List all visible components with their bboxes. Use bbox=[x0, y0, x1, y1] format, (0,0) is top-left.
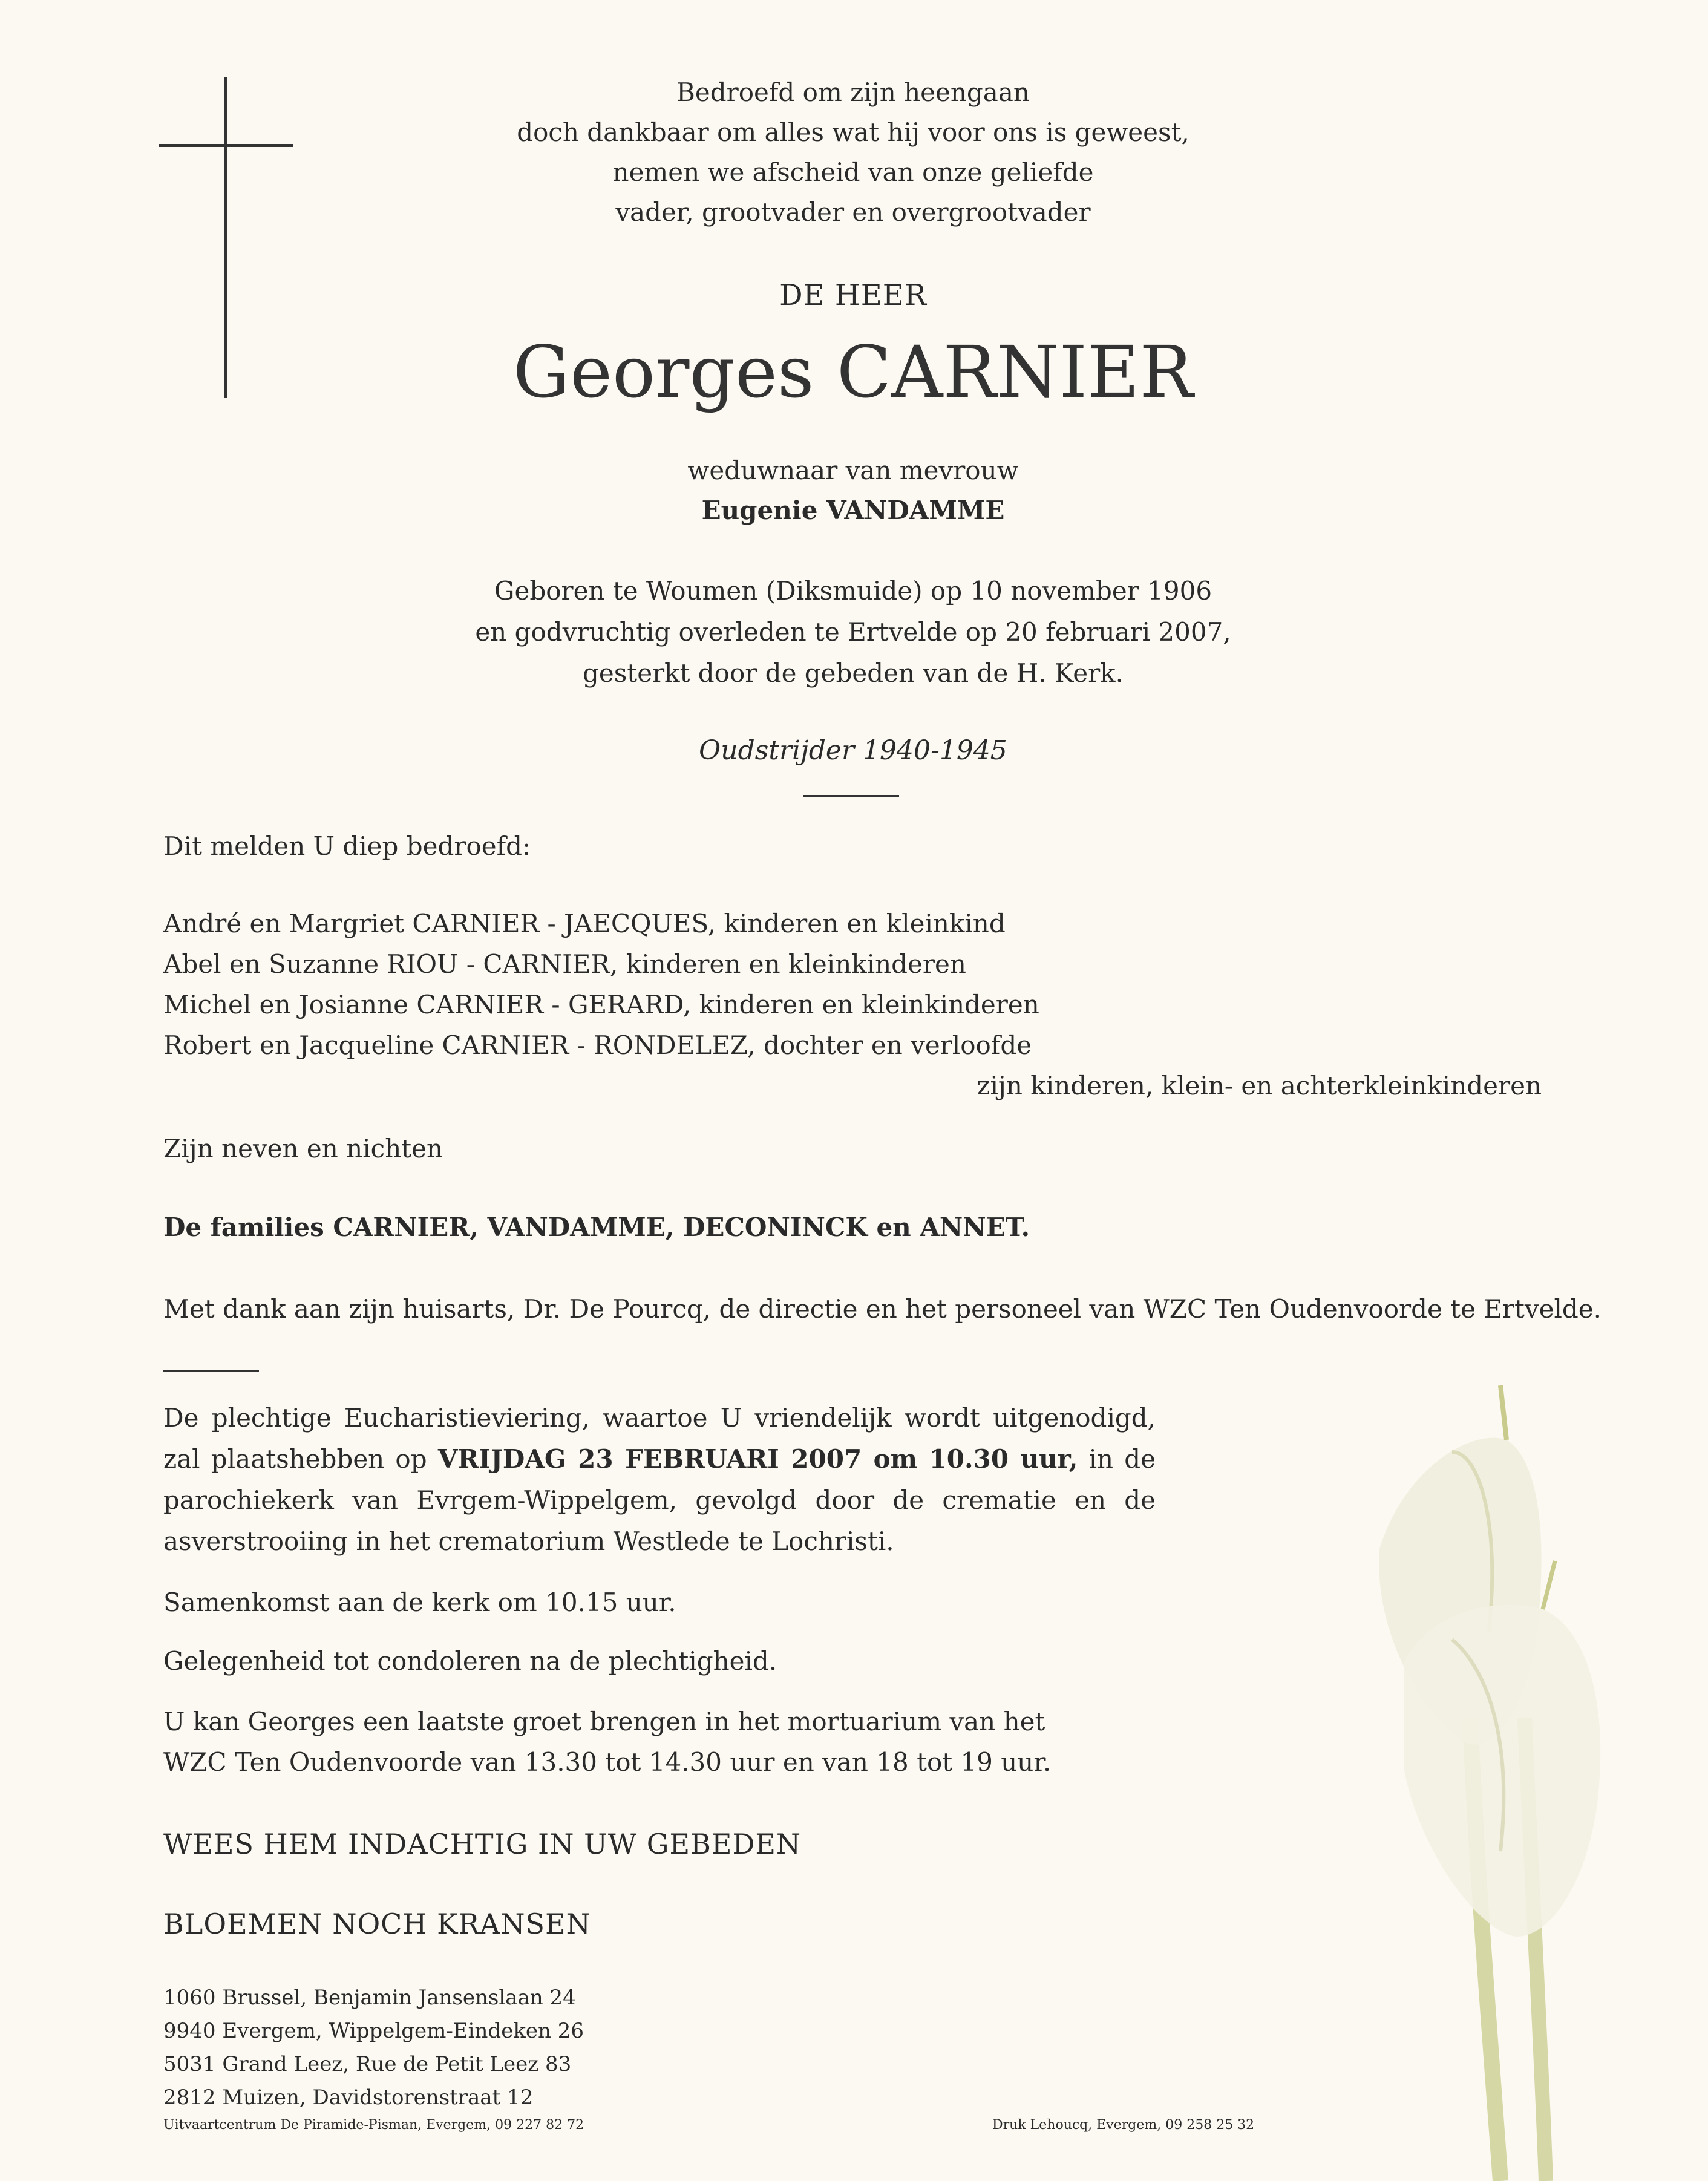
born-line: Geboren te Woumen (Diksmuide) op 10 november 1906 bbox=[494, 576, 1212, 606]
family-summary: zijn kinderen, klein- en achterkleinkinderen bbox=[977, 1071, 1542, 1100]
mortuarium-line: WZC Ten Oudenvoorde van 13.30 tot 14.30 uur en van 18 tot 19 uur. bbox=[163, 1747, 1052, 1777]
family-line: Michel en Josianne CARNIER - GERARD, kinderen en kleinkinderen bbox=[163, 990, 1039, 1019]
church-line: gesterkt door de gebeden van de H. Kerk. bbox=[583, 658, 1124, 688]
announce-text: Dit melden U diep bedroefd: bbox=[163, 831, 531, 861]
thanks-text: Met dank aan zijn huisarts, Dr. De Pourcq, de directie en het personeel van WZC Ten Oudenvoorde te Ertvelde. bbox=[163, 1294, 1602, 1324]
died-line: en godvruchtig overleden te Ertvelde op 20 februari 2007, bbox=[475, 617, 1231, 647]
intro-text bbox=[363, 73, 1343, 232]
mass-text bbox=[163, 1398, 1156, 1562]
spouse-name: Eugenie VANDAMME bbox=[701, 495, 1005, 525]
neven-text: Zijn neven en nichten bbox=[163, 1134, 443, 1163]
families-text: De families CARNIER, VANDAMME, DECONINCK en ANNET. bbox=[163, 1212, 1030, 1242]
family-list bbox=[163, 903, 1542, 1106]
family-line: André en Margriet CARNIER - JAECQUES, kinderen en kleinkind bbox=[163, 909, 1006, 938]
mass-location: in de parochiekerk van Evrgem-Wippelgem, gevolgd door de crematie en de asverstrooiing in het crematorium Westlede te Lochristi. bbox=[163, 1444, 1156, 1556]
divider bbox=[163, 1370, 259, 1372]
veteran-text: Oudstrijder 1940-1945 bbox=[699, 735, 1007, 766]
intro-line: Bedroefd om zijn heengaan bbox=[676, 77, 1030, 107]
printer-credit: Druk Lehoucq, Evergem, 09 258 25 32 bbox=[992, 2117, 1255, 2133]
title-heer: DE HEER bbox=[779, 278, 927, 312]
funeral-home: Uitvaartcentrum De Piramide-Pisman, Evergem, 09 227 82 72 bbox=[163, 2117, 584, 2133]
address-line: 9940 Evergem, Wippelgem-Eindeken 26 bbox=[163, 2019, 584, 2043]
cross-icon bbox=[224, 77, 227, 398]
intro-line: doch dankbaar om alles wat hij voor ons is geweest, bbox=[517, 117, 1189, 147]
family-line: Robert en Jacqueline CARNIER - RONDELEZ, dochter en verloofde bbox=[163, 1030, 1032, 1060]
deceased-name: Georges CARNIER bbox=[512, 330, 1194, 414]
widow-text bbox=[363, 451, 1343, 531]
intro-line: vader, grootvader en overgrootvader bbox=[615, 197, 1091, 227]
mortuarium-line: U kan Georges een laatste groet brengen in het mortuarium van het bbox=[163, 1707, 1045, 1736]
family-line: Abel en Suzanne RIOU - CARNIER, kinderen en kleinkinderen bbox=[163, 949, 966, 979]
prayer-text: WEES HEM INDACHTIG IN UW GEBEDEN bbox=[163, 1828, 802, 1860]
intro-line: nemen we afscheid van onze geliefde bbox=[612, 157, 1094, 187]
lily-icon bbox=[1271, 1379, 1694, 2181]
address-line: 5031 Grand Leez, Rue de Petit Leez 83 bbox=[163, 2052, 572, 2076]
mass-intro: De plechtige Eucharistieviering, waartoe U vriendelijk wordt uitgenodigd, zal plaatshebben op bbox=[163, 1403, 1156, 1474]
cross-icon-bar bbox=[159, 144, 293, 147]
address-line: 1060 Brussel, Benjamin Jansenslaan 24 bbox=[163, 1986, 576, 2010]
birth-death-text bbox=[363, 571, 1343, 694]
widow-line: weduwnaar van mevrouw bbox=[687, 456, 1019, 485]
samenkomst-text: Samenkomst aan de kerk om 10.15 uur. bbox=[163, 1588, 676, 1617]
flowers-text: BLOEMEN NOCH KRANSEN bbox=[163, 1908, 591, 1940]
address-line: 2812 Muizen, Davidstorenstraat 12 bbox=[163, 2085, 534, 2110]
divider bbox=[803, 795, 899, 797]
condoleren-text: Gelegenheid tot condoleren na de plechtigheid. bbox=[163, 1646, 777, 1676]
address-list bbox=[163, 1981, 584, 2114]
mortuarium-text bbox=[163, 1701, 1051, 1782]
mass-date: VRIJDAG 23 FEBRUARI 2007 om 10.30 uur, bbox=[437, 1444, 1078, 1474]
